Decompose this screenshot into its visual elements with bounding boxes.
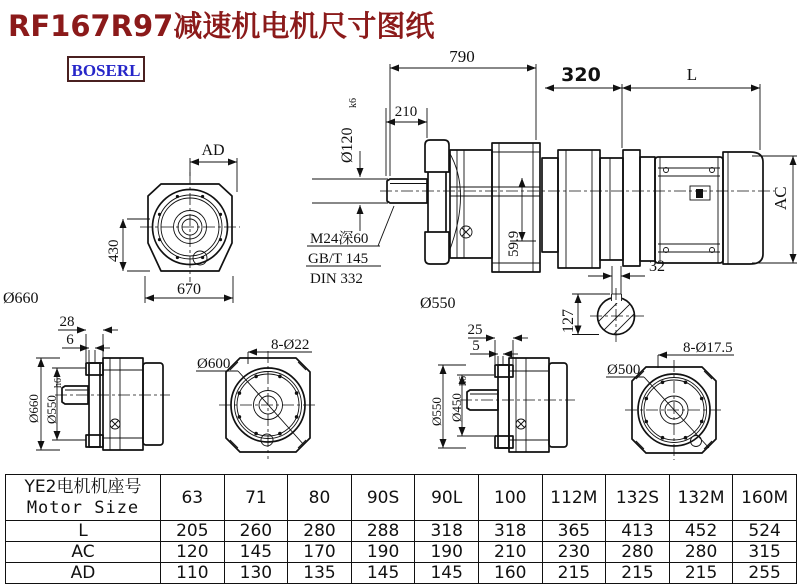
label-8-d22: 8-Ø22 [271,337,310,353]
table-cell: 280 [288,521,352,542]
table-cell: 145 [351,563,415,584]
table-cell: 215 [669,563,733,584]
table-cell: 190 [351,542,415,563]
table-cell: 170 [288,542,352,563]
dim-25: 25 [467,322,483,338]
table-cell: 318 [478,521,542,542]
size-col-112M: 112M [542,475,606,521]
table-cell: 413 [606,521,670,542]
table-cell: 145 [415,563,479,584]
table-row-AD [6,563,797,584]
table-cell: 318 [415,521,479,542]
table-cell: 452 [669,521,733,542]
table-cell: 288 [351,521,415,542]
table-cell: 255 [733,563,797,584]
dim-d550-tol: h6 [53,378,64,388]
table-cell: 145 [224,542,288,563]
dim-shaft-dia: Ø120 [339,127,356,163]
note-din: DIN 332 [310,271,363,287]
label-8-d17-5: 8-Ø17.5 [683,340,733,356]
dim-L: L [686,65,698,84]
table-cell: 210 [478,542,542,563]
row-label-L: L [6,521,161,542]
size-col-63: 63 [161,475,225,521]
size-col-160M: 160M [733,475,797,521]
flange-500-view [606,340,734,460]
table-cell: 160 [478,563,542,584]
dim-shaft-tol: k6 [348,98,359,108]
dim-59-9: 59.9 [506,230,522,257]
dim-32: 32 [649,258,665,275]
dim-d450-tol: h6 [458,376,469,386]
table-cell: 130 [224,563,288,584]
front-view [106,142,240,303]
output-side-view [3,290,170,450]
size-col-90S: 90S [351,475,415,521]
table-cell: 110 [161,563,225,584]
dim-127: 127 [560,309,577,333]
table-cell: 365 [542,521,606,542]
row-label-AC: AC [6,542,161,563]
dim-d550-2: Ø550 [429,397,444,426]
brand-logo: BOSERL [67,56,145,82]
dim-AC: AC [771,186,790,210]
dim-AD: AD [201,142,225,159]
table-cell: 280 [606,542,670,563]
dim-430: 430 [106,239,122,262]
dim-6: 6 [66,332,74,348]
size-col-100: 100 [478,475,542,521]
table-cell: 280 [669,542,733,563]
note-gbt: GB/T 145 [308,251,369,267]
dim-210: 210 [394,104,418,120]
size-col-132M: 132M [669,475,733,521]
header-en: Motor Size [26,497,140,518]
label-d660: Ø660 [3,290,39,307]
table-cell: 135 [288,563,352,584]
dim-28: 28 [59,314,75,330]
size-col-71: 71 [224,475,288,521]
dim-670: 670 [177,281,201,298]
table-cell: 215 [542,563,606,584]
table-row-L [6,521,797,542]
dim-320: 320 [561,64,601,86]
table-cell: 205 [161,521,225,542]
table-cell: 315 [733,542,797,563]
table-cell: 190 [415,542,479,563]
label-d500: Ø500 [607,362,641,378]
table-cell: 120 [161,542,225,563]
label-d600: Ø600 [197,356,231,372]
dim-d550h6: Ø550 [44,395,59,424]
motor-size-table [5,474,797,584]
dim-d450h6: Ø450 [449,393,464,422]
size-col-80: 80 [288,475,352,521]
table-cell: 524 [733,521,797,542]
flange-600-view [196,337,317,459]
dim-5: 5 [472,338,480,354]
table-cell: 215 [606,563,670,584]
label-d550: Ø550 [420,295,456,312]
page-title: RF167R97减速机电机尺寸图纸 [8,9,435,43]
table-row-AC [6,542,797,563]
table-cell: 260 [224,521,288,542]
table-cell: 230 [542,542,606,563]
size-col-132S: 132S [606,475,670,521]
table-header-motor-size [6,475,161,521]
adapter-side-view [420,295,575,452]
dim-790: 790 [449,47,475,66]
header-cn: YE2电机机座号 [24,476,142,497]
note-tap: M24深60 [310,231,369,247]
dim-d660: Ø660 [26,394,41,423]
size-col-90L: 90L [415,475,479,521]
row-label-AD: AD [6,563,161,584]
